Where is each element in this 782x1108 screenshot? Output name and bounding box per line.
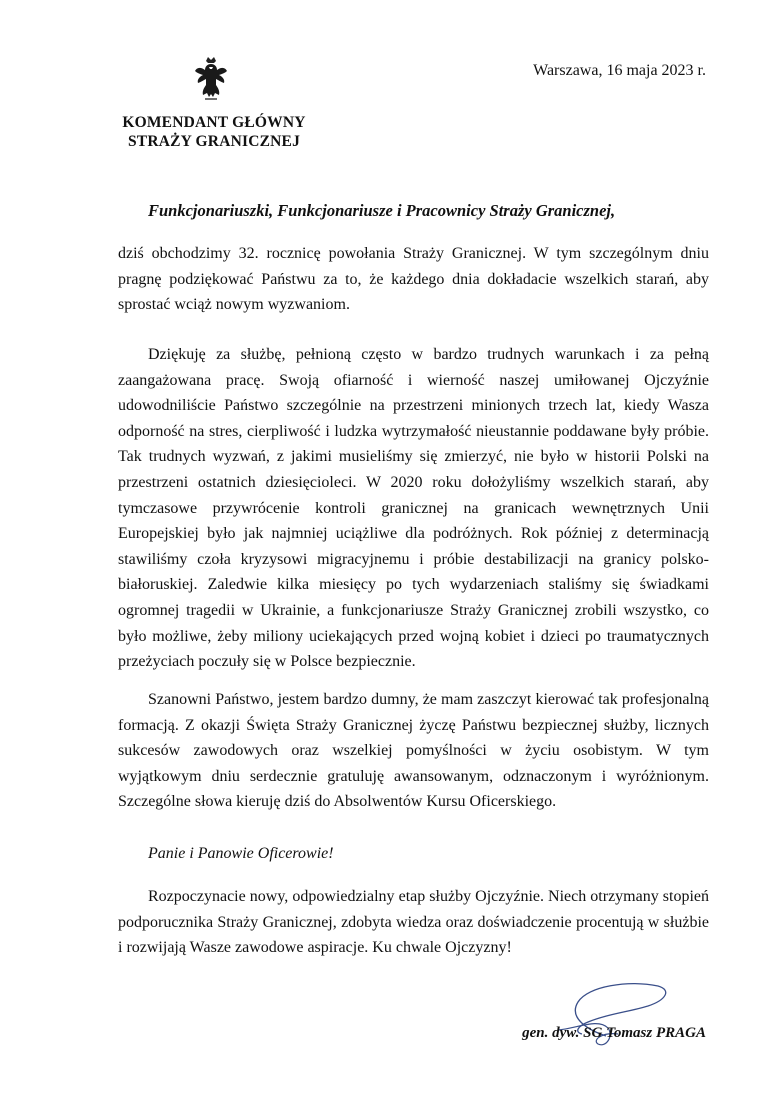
body-paragraph-1: dziś obchodzimy 32. rocznicę powołania Straży Granicznej. W tym szczególnym dniu pragnę podziękować Państwu za to, że każdego dnia dokładacie wszelkich starań, aby sprostać wciąż nowym wyzwaniom. <box>118 245 709 314</box>
officers-address: Panie i Panowie Oficerowie! <box>148 845 334 862</box>
handwritten-signature-icon <box>548 978 678 1054</box>
salutation: Funkcjonariuszki, Funkcjonariusze i Pracownicy Straży Granicznej, <box>148 201 616 220</box>
polish-eagle-emblem-icon <box>193 55 229 103</box>
office-title-line2: STRAŻY GRANICZNEJ <box>127 133 301 150</box>
issuing-office <box>116 113 312 151</box>
signer-name: gen. dyw. SG Tomasz PRAGA <box>522 1025 706 1041</box>
office-title-line1: KOMENDANT GŁÓWNY <box>122 114 306 131</box>
closing-paragraph: Rozpoczynacie nowy, odpowiedzialny etap służby Ojczyźnie. Niech otrzymany stopień podporucznika Straży Granicznej, zdobyta wiedza oraz doświadczenie procentują w służbie i rozwijają Wasze zawodowe aspiracje. Ku chwale Ojczyzny! <box>118 888 709 957</box>
letter-date: Warszawa, 16 maja 2023 r. <box>533 62 706 79</box>
body-paragraph-2: Dziękuję za służbę, pełnioną często w bardzo trudnych warunkach i za pełną zaangażowana pracę. Swoją ofiarność i wierność naszej umiłowanej Ojczyźnie udowodniliście Państwo szczególnie na przestrzeni minionych trzech lat, kiedy Wasza odporność na stres, cierpliwość i ludzka wytrzymałość nieustannie poddawane były próbie. Tak trudnych wyzwań, z jakimi musieliśmy się zmierzyć, nie było w historii Polski na przestrzeni ostatnich dziesięcioleci. W 2020 roku dołożyliśmy wszelkich starań, aby tymczasowe przywrócenie kontroli granicznej na granicach wewnętrznych Unii Europejskiej było jak najmniej uciążliwe dla podróżnych. Rok później z determinacją stawiliśmy czoła kryzysowi migracyjnemu i próbie destabilizacji na granicy polsko-białoruskiej. Zaledwie kilka miesięcy po tych wydarzeniach staliśmy się świadkami ogromnej tragedii w Ukrainie, a funkcjonariusze Straży Granicznej zrobili wszystko, co było możliwe, żeby miliony uciekających przed wojną kobiet i dzieci po traumatycznych przeżyciach poczuły się w Polsce bezpiecznie. <box>118 346 709 671</box>
body-paragraph-3: Szanowni Państwo, jestem bardzo dumny, że mam zaszczyt kierować tak profesjonalną formacją. Z okazji Święta Straży Granicznej życzę Państwu bezpiecznej służby, licznych sukcesów zawodowych oraz wszelkiej pomyślności w życiu osobistym. W tym wyjątkowym dniu serdecznie gratuluję awansowanym, odznaczonym i wyróżnionym. Szczególne słowa kieruję dziś do Absolwentów Kursu Oficerskiego. <box>118 691 709 811</box>
